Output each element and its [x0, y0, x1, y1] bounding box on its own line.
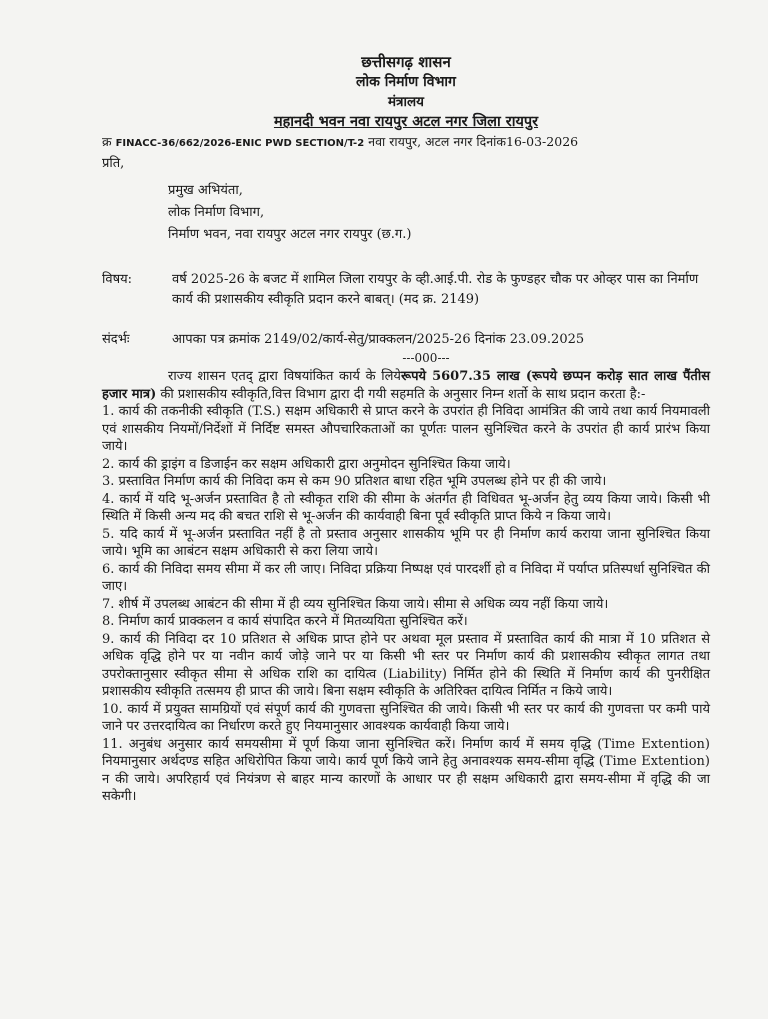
subject-label: विषय:: [102, 272, 133, 287]
to-label: प्रति,: [102, 156, 125, 171]
govt-name: छत्तीसगढ़ शासन: [361, 53, 451, 71]
office-address: महानदी भवन नवा रायपुर अटल नगर जिला रायपुर: [273, 113, 539, 130]
condition-item: 3. प्रस्तावित निर्माण कार्य की निविदा कम से कम 90 प्रतिशत बाधा रहित भूमि उपलब्ध होने पर ही की जाये।: [102, 474, 607, 489]
sanction-amount: रूपये 5607.35 लाख (रूपये छप्पन करोड़ सात लाख पैंतीस हजार मात्र): [102, 369, 710, 402]
ministry-label: मंत्रालय: [387, 94, 424, 110]
condition-item: 6. कार्य की निविदा समय सीमा में कर ली जाए। निविदा प्रक्रिया निष्पक्ष एवं पारदर्शी हो व निविदा में पर्याप्त प्रतिस्पर्धा सुनिश्चित की जाए।: [102, 561, 710, 594]
reference-label: संदर्भः: [102, 332, 130, 347]
condition-item: 8. निर्माण कार्य प्राक्कलन व कार्य संपादित करने में मितव्ययिता सुनिश्चित करें।: [102, 614, 468, 629]
condition-item: 2. कार्य की ड्राइंग व डिजाईन कर सक्षम अधिकारी द्वारा अनुमोदन सुनिश्चित किया जाये।: [102, 456, 511, 472]
ref-prefix: क्र: [102, 134, 112, 149]
letter-body: [102, 368, 710, 806]
ref-code: FINACC-36/662/2026-ENIC PWD SECTION/T-2: [115, 138, 365, 149]
letterhead: [102, 52, 710, 132]
reference-number-line: [102, 132, 710, 154]
reference-text: आपका पत्र क्रमांक 2149/02/कार्य-सेतु/प्राक्कलन/2025-26 दिनांक 23.09.2025: [172, 332, 585, 347]
reference-block: [102, 330, 710, 350]
intro-paragraph: [102, 368, 710, 403]
condition-item: 1. कार्य की तकनीकी स्वीकृति (T.S.) सक्षम अधिकारी से प्राप्त करने के उपरांत ही निविदा आमंत्रित की जाये तथा कार्य नियमावली एवं शासकीय नियमों/निर्देशों में निर्दिष्ट समस्त औपचारिकताओं का पूर्णतः पालन सुनिश्चित करने के उपरांत ही कार्य प्रारंभ किया जाये।: [102, 404, 710, 454]
condition-item: 10. कार्य में प्रयुक्त सामग्रियों एवं संपूर्ण कार्य की गुणवत्ता सुनिश्चित की जाये। किसी भी स्तर पर कार्य की गुणवत्ता पर कमी पाये जाने पर उत्तरदायित्व का निर्धारण करते हुए नियमानुसार आवश्यक कार्यवाही किया जाये।: [102, 701, 710, 734]
intro-text-2: की प्रशासकीय स्वीकृति,वित्त विभाग द्वारा दी गयी सहमति के अनुसार निम्न शर्तो के साथ प्रदान करता है:-: [156, 386, 646, 402]
intro-text-1: राज्य शासन एतद् द्वारा विषयांकित कार्य के लिये: [168, 369, 401, 384]
recipient-line-2: लोक निर्माण विभाग,: [168, 205, 265, 220]
department-name: लोक निर्माण विभाग: [356, 74, 456, 90]
recipient-line-1: प्रमुख अभियंता,: [168, 183, 243, 198]
separator: ---000---: [402, 351, 450, 365]
condition-item: 5. यदि कार्य में भू-अर्जन प्रस्तावित नहीं है तो प्रस्ताव अनुसार शासकीय भूमि पर ही निर्माण कार्य कराया जाना सुनिश्चित किया जाये। भूमि का आबंटन सक्षम अधिकारी से करा लिया जाये।: [102, 526, 710, 559]
condition-item: 9. कार्य की निविदा दर 10 प्रतिशत से अधिक प्राप्त होने पर अथवा मूल प्रस्ताव में प्रस्तावित कार्य की मात्रा में 10 प्रतिशत से अधिक वृद्धि होने पर या नवीन कार्य जोड़े जाने पर या किसी भी स्तर पर निर्माण कार्य की प्रशासकीय स्वीकृत लागत तथा उपरोक्तानुसार स्वीकृत सीमा से अधिक राशि का दायित्व (Liability) निर्मित होने की स्थिति में निर्माण कार्य की पुनरीक्षित प्रशासकीय स्वीकृति तत्समय ही प्राप्त की जाये। बिना सक्षम स्वीकृति के अतिरिक्त दायित्व निर्मित न किये जाये।: [102, 631, 710, 699]
recipient-address: [168, 180, 710, 246]
condition-item: 7. शीर्ष में उपलब्ध आबंटन की सीमा में ही व्यय सुनिश्चित किया जाये। सीमा से अधिक व्यय नहीं किया जाये।: [102, 596, 609, 612]
recipient-line-3: निर्माण भवन, नवा रायपुर अटल नगर रायपुर (छ.ग.): [168, 227, 412, 242]
condition-item: 4. कार्य में यदि भू-अर्जन प्रस्तावित है तो स्वीकृत राशि की सीमा के अंतर्गत ही विधिवत भू-अर्जन हेतु व्यय किया जाये। किसी भी स्थिति में किसी अन्य मद की बचत राशि से भू-अर्जन की कार्यवाही बिना पूर्व स्वीकृति प्राप्त किये न किया जाये।: [102, 491, 710, 524]
condition-item: 11. अनुबंध अनुसार कार्य समयसीमा में पूर्ण किया जाना सुनिश्चित करें। निर्माण कार्य में समय वृद्धि (Time Extention) नियमानुसार अर्थदण्ड सहित अधिरोपित किया जाये। कार्य पूर्ण किये जाने हेतु अनावश्यक समय-सीमा वृद्धि (Time Extention) न की जाये। अपरिहार्य एवं नियंत्रण से बाहर मान्य कारणों के आधार पर ही सक्षम अधिकारी द्वारा समय-सीमा में वृद्धि की जा सकेगी।: [102, 736, 710, 804]
subject-block: [102, 270, 710, 310]
subject-text: वर्ष 2025-26 के बजट में शामिल जिला रायपुर के व्ही.आई.पी. रोड के फुण्डहर चौक पर ओव्हर पास का निर्माण कार्य की प्रशासकीय स्वीकृति प्रदान करने बाबत्। (मद क्र. 2149): [172, 272, 699, 307]
place-date: नवा रायपुर, अटल नगर दिनांक16-03-2026: [368, 134, 579, 149]
